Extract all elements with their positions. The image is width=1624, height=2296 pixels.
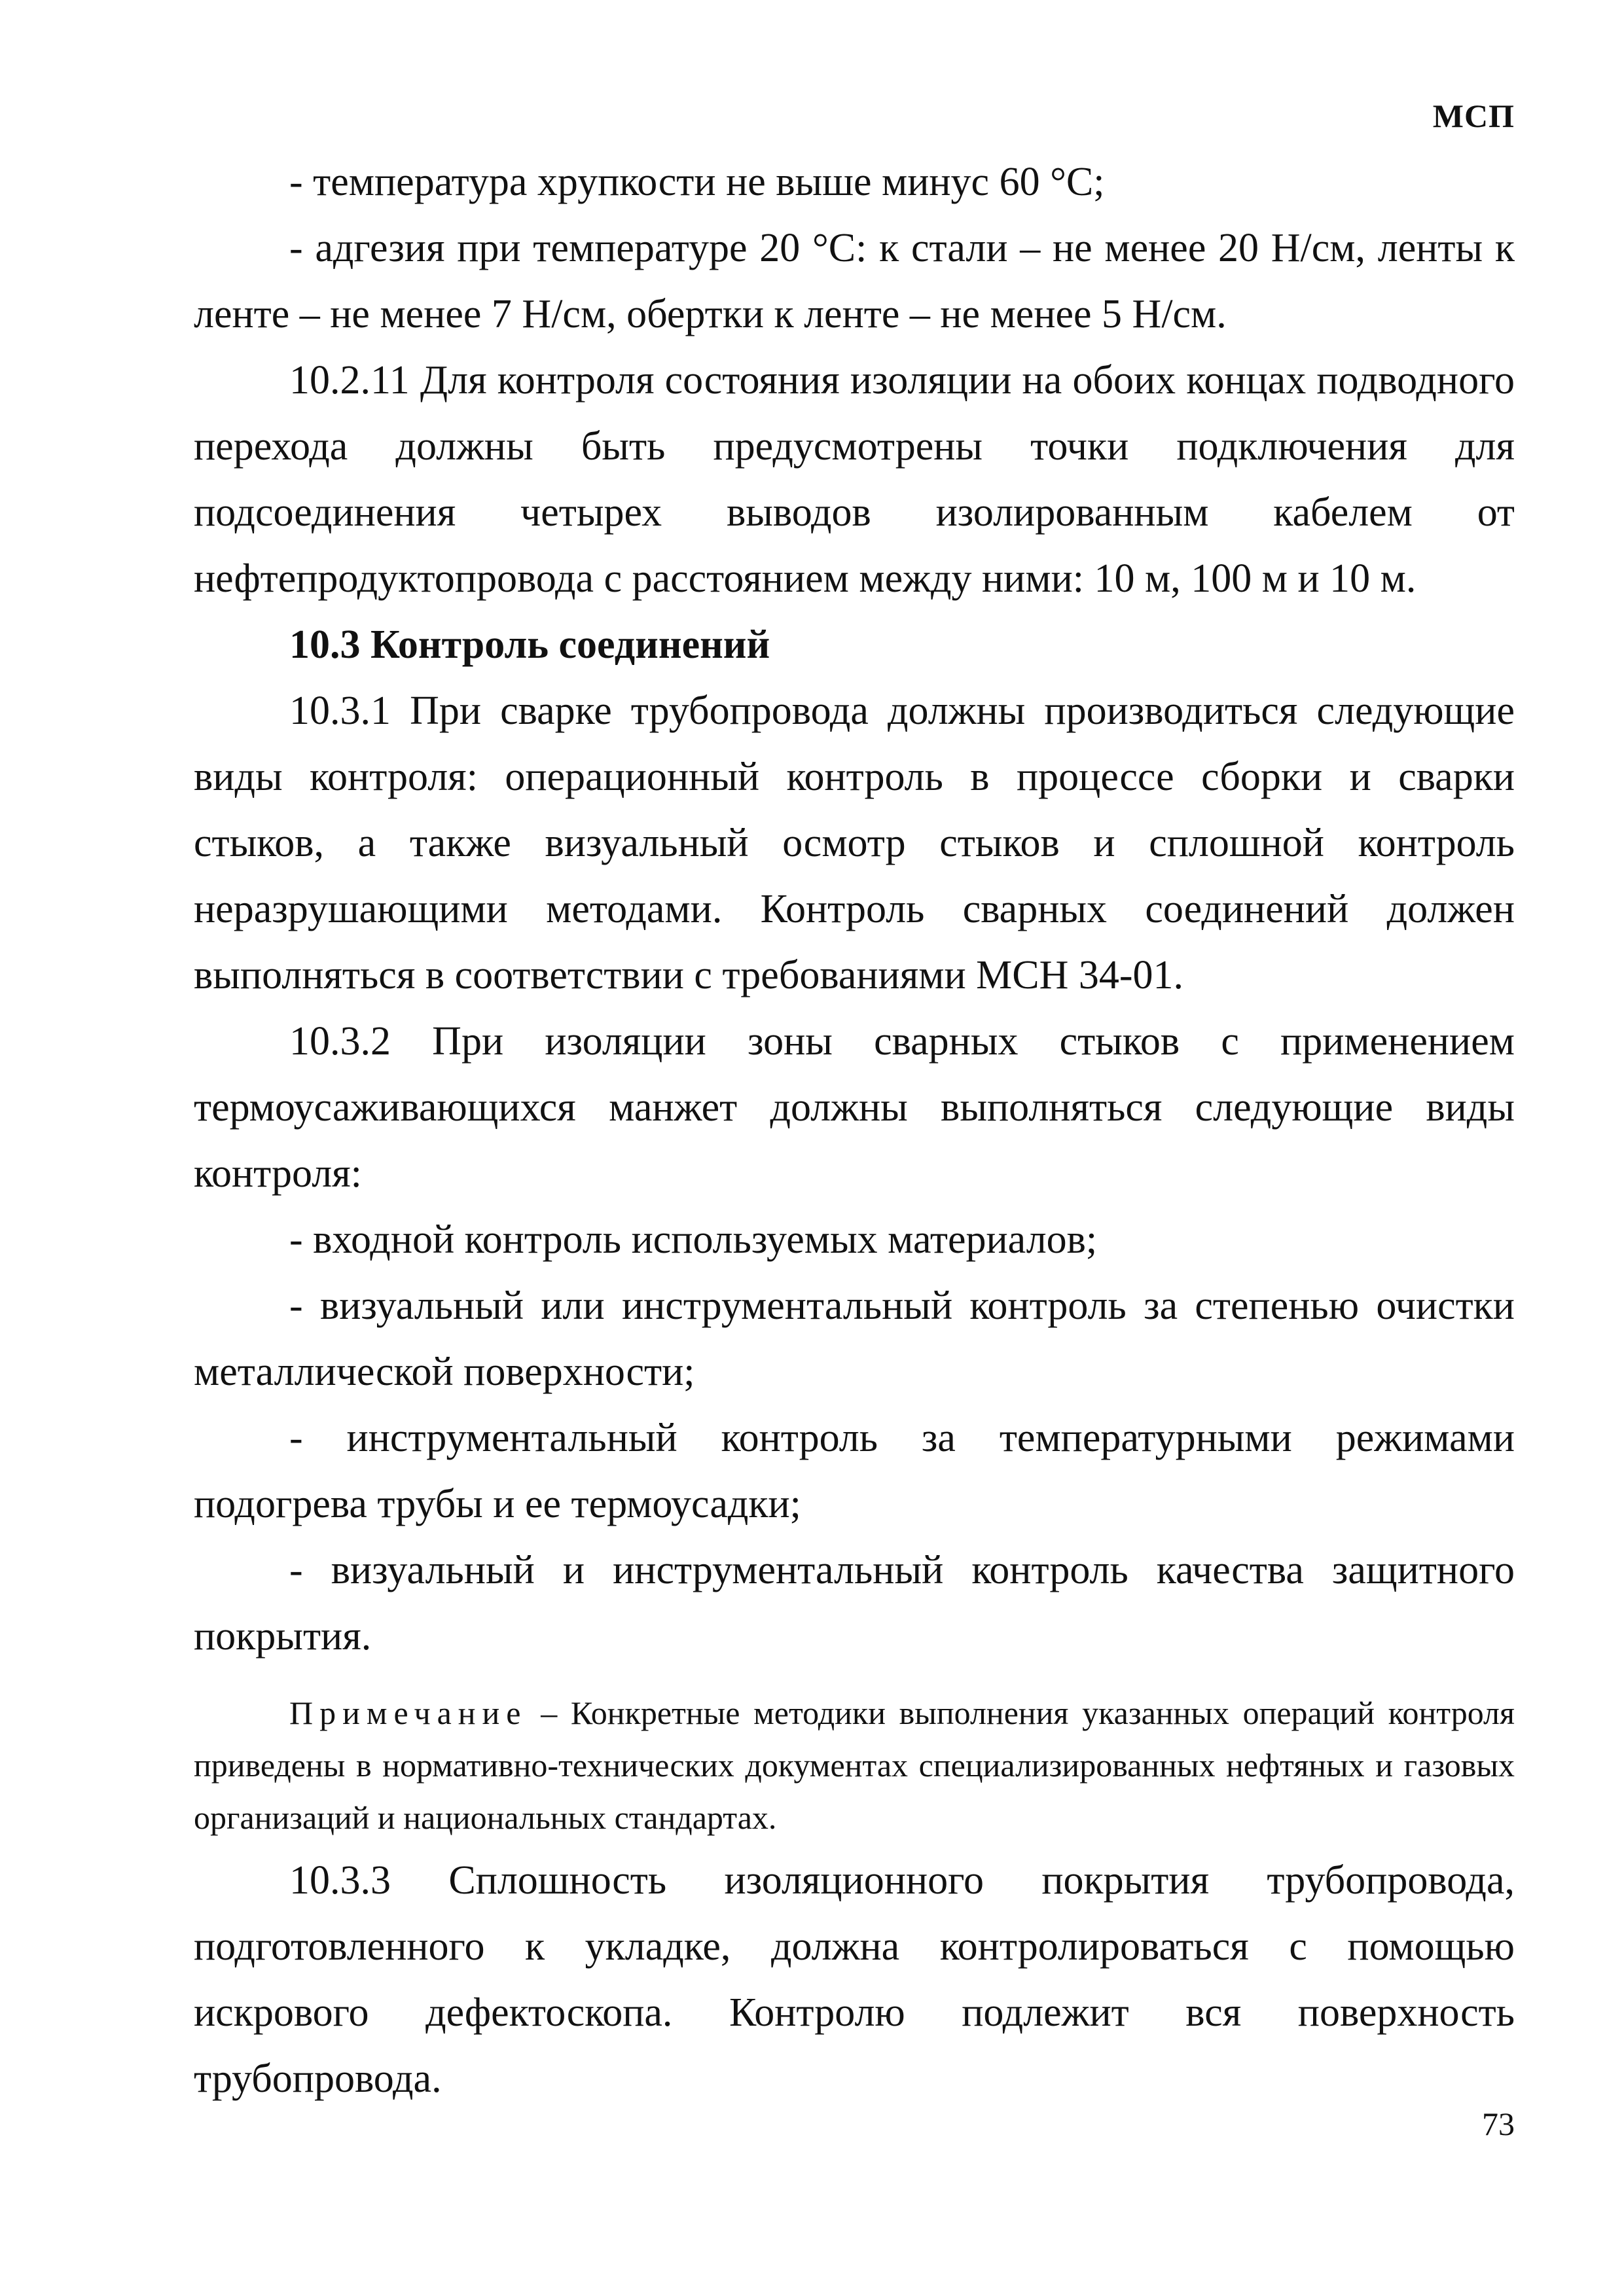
paragraph-10-3-3: 10.3.3 Сплошность изоляционного покрытия трубопровода, подготовленного к укладке, должна контролироваться с помощью искрового дефектоскопа. Контролю подлежит вся поверхность трубопровода. [194,1858,1515,2101]
paragraph-adhesion: - адгезия при температуре 20 °С: к стали – не менее 20 Н/см, ленты к ленте – не менее 7 Н/см, обертки к ленте – не менее 5 Н/см. [194,226,1515,336]
paragraph-10-2-11: 10.2.11 Для контроля состояния изоляции на обоих концах подводного перехода должны быть предусмотрены точки подключения для подсоединения четырех выводов изолированным кабелем от нефтепродуктопровода с расстоянием между ними: 10 м, 100 м и 10 м. [194,358,1515,601]
document-body [194,149,1515,2112]
section-heading-10-3: 10.3 Контроль соединений [289,622,770,667]
list-item-coating-quality: - визуальный и инструментальный контроль качества защитного покрытия. [194,1548,1515,1659]
note-label: Примечание [289,1695,528,1731]
note-paragraph [194,1687,1515,1844]
paragraph-10-3-1: 10.3.1 При сварке трубопровода должны производиться следующие виды контроля: операционный контроль в процессе сборки и сварки стыков, а также визуальный осмотр стыков и сплошной контроль неразрушающими методами. Контроль сварных соединений должен выполняться в соответствии с требованиями МСН 34-01. [194,689,1515,997]
paragraph-10-3-2: 10.3.2 При изоляции зоны сварных стыков с применением термоусаживающихся манжет должны выполняться следующие виды контроля: [194,1019,1515,1196]
list-item-input-control: - входной контроль используемых материалов; [289,1217,1098,1262]
paragraph-brittleness-temperature: - температура хрупкости не выше минус 60 °С; [289,160,1105,204]
document-code-header: МСП [1432,98,1515,134]
note-text: – Конкретные методики выполнения указанных операций контроля приведены в нормативно-технических документах специализированных нефтяных и газовых организаций и национальных стандартах. [194,1695,1515,1836]
page-number: 73 [1482,2106,1515,2142]
list-item-surface-cleaning: - визуальный или инструментальный контроль за степенью очистки металлической поверхности; [194,1283,1515,1394]
document-page [194,0,1515,2296]
list-item-temperature-control: - инструментальный контроль за температурными режимами подогрева трубы и ее термоусадки; [194,1416,1515,1526]
